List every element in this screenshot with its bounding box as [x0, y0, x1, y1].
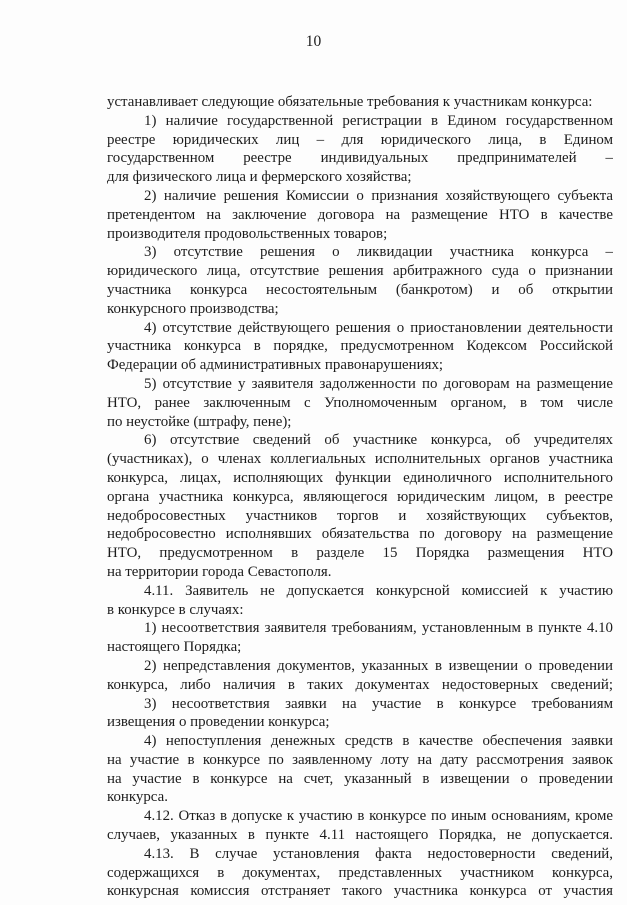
text-line: участника конкурса в порядке, предусмотренном Кодексом Российской [107, 338, 613, 355]
text-line: Федерации об административных правонарушениях; [107, 357, 444, 374]
text-line: недобросовестно исполнявших обязательства по договору на размещение [107, 526, 613, 543]
text-line: недобросовестных участников торгов и хозяйствующих субъектов, [107, 507, 613, 524]
text-line: устанавливает следующие обязательные требования к участникам конкурса: [107, 94, 593, 110]
text-line: 4.11. Заявитель не допускается конкурсной комиссией к участию [144, 582, 613, 599]
text-line: 2) наличие решения Комиссии о признания хозяйствующего субъекта [144, 187, 613, 204]
text-line: НТО, ранее заключенным с Уполномоченным органом, в том числе [107, 394, 613, 411]
text-line: 1) наличие государственной регистрации в Едином государственном [144, 112, 613, 129]
text-line: НТО, предусмотренном в разделе 15 Порядка размещения НТО [107, 545, 613, 562]
text-line: на участие в конкурсе по заявленному лоту на дату рассмотрения заявок [107, 751, 613, 768]
text-line: по неустойке (штрафу, пене); [107, 413, 292, 430]
text-line: 4.13. В случае установления факта недостоверности сведений, [144, 845, 613, 862]
page-number: 10 [305, 33, 322, 50]
text-line: конкурса, либо наличия в таких документах недостоверных сведений; [107, 676, 613, 693]
text-line: государственном реестре индивидуальных предпринимателей – [107, 150, 613, 167]
text-line: участника конкурса несостоятельным (банкротом) и об открытии [107, 281, 613, 298]
text-line: содержащихся в документах, представленных участником конкурса, [107, 864, 613, 881]
text-line: конкурса. [107, 789, 168, 806]
text-line: на участие в конкурсе на счет, указанный в извещении о проведении [107, 770, 613, 787]
text-line: настоящего Порядка; [107, 639, 242, 656]
text-line: 1) несоответствия заявителя требованиям, установленным в пункте 4.10 [144, 620, 613, 637]
document-body [107, 93, 613, 901]
text-line: конкурсного производства; [107, 300, 279, 317]
text-line: 2) непредставления документов, указанных в извещении о проведении [144, 657, 613, 674]
text-line: 6) отсутствие сведений об участнике конкурса, об учредителях [144, 432, 613, 449]
text-line: 4.12. Отказ в допуске к участию в конкурсе по иным основаниям, кроме [144, 808, 613, 825]
text-line: (участниках), о членах коллегиальных исполнительных органов участника [107, 451, 613, 468]
text-line: производителя продовольственных товаров; [107, 225, 388, 242]
text-line: 3) несоответствия заявки на участие в конкурсе требованиям [144, 695, 613, 712]
text-line: конкурса, лицах, исполняющих функции единоличного исполнительного [107, 469, 613, 486]
text-line: конкурсная комиссия отстраняет такого участника конкурса от участия [107, 883, 613, 900]
text-line: случаев, указанных в пункте 4.11 настоящего Порядка, не допускается. [107, 827, 613, 844]
text-line: 4) отсутствие действующего решения о приостановлении деятельности [144, 319, 613, 336]
text-line: органа участника конкурса, являющегося юридическим лицом, в реестре [107, 488, 613, 505]
text-line: 5) отсутствие у заявителя задолженности по договорам на размещение [144, 375, 613, 392]
text-line: реестре юридических лиц – для юридического лица, в Едином [107, 131, 613, 148]
text-line: для физического лица и фермерского хозяйства; [107, 169, 412, 186]
text-line: на территории города Севастополя. [107, 563, 332, 580]
text-line: 4) непоступления денежных средств в качестве обеспечения заявки [144, 733, 613, 750]
text-line: извещения о проведении конкурса; [107, 714, 330, 731]
text-line: в конкурсе в случаях: [107, 601, 244, 618]
text-line: претендентом на заключение договора на размещение НТО в качестве [107, 206, 613, 223]
text-line: 3) отсутствие решения о ликвидации участника конкурса – [144, 244, 613, 261]
text-line: юридического лица, отсутствие решения арбитражного суда о признании [107, 263, 613, 280]
